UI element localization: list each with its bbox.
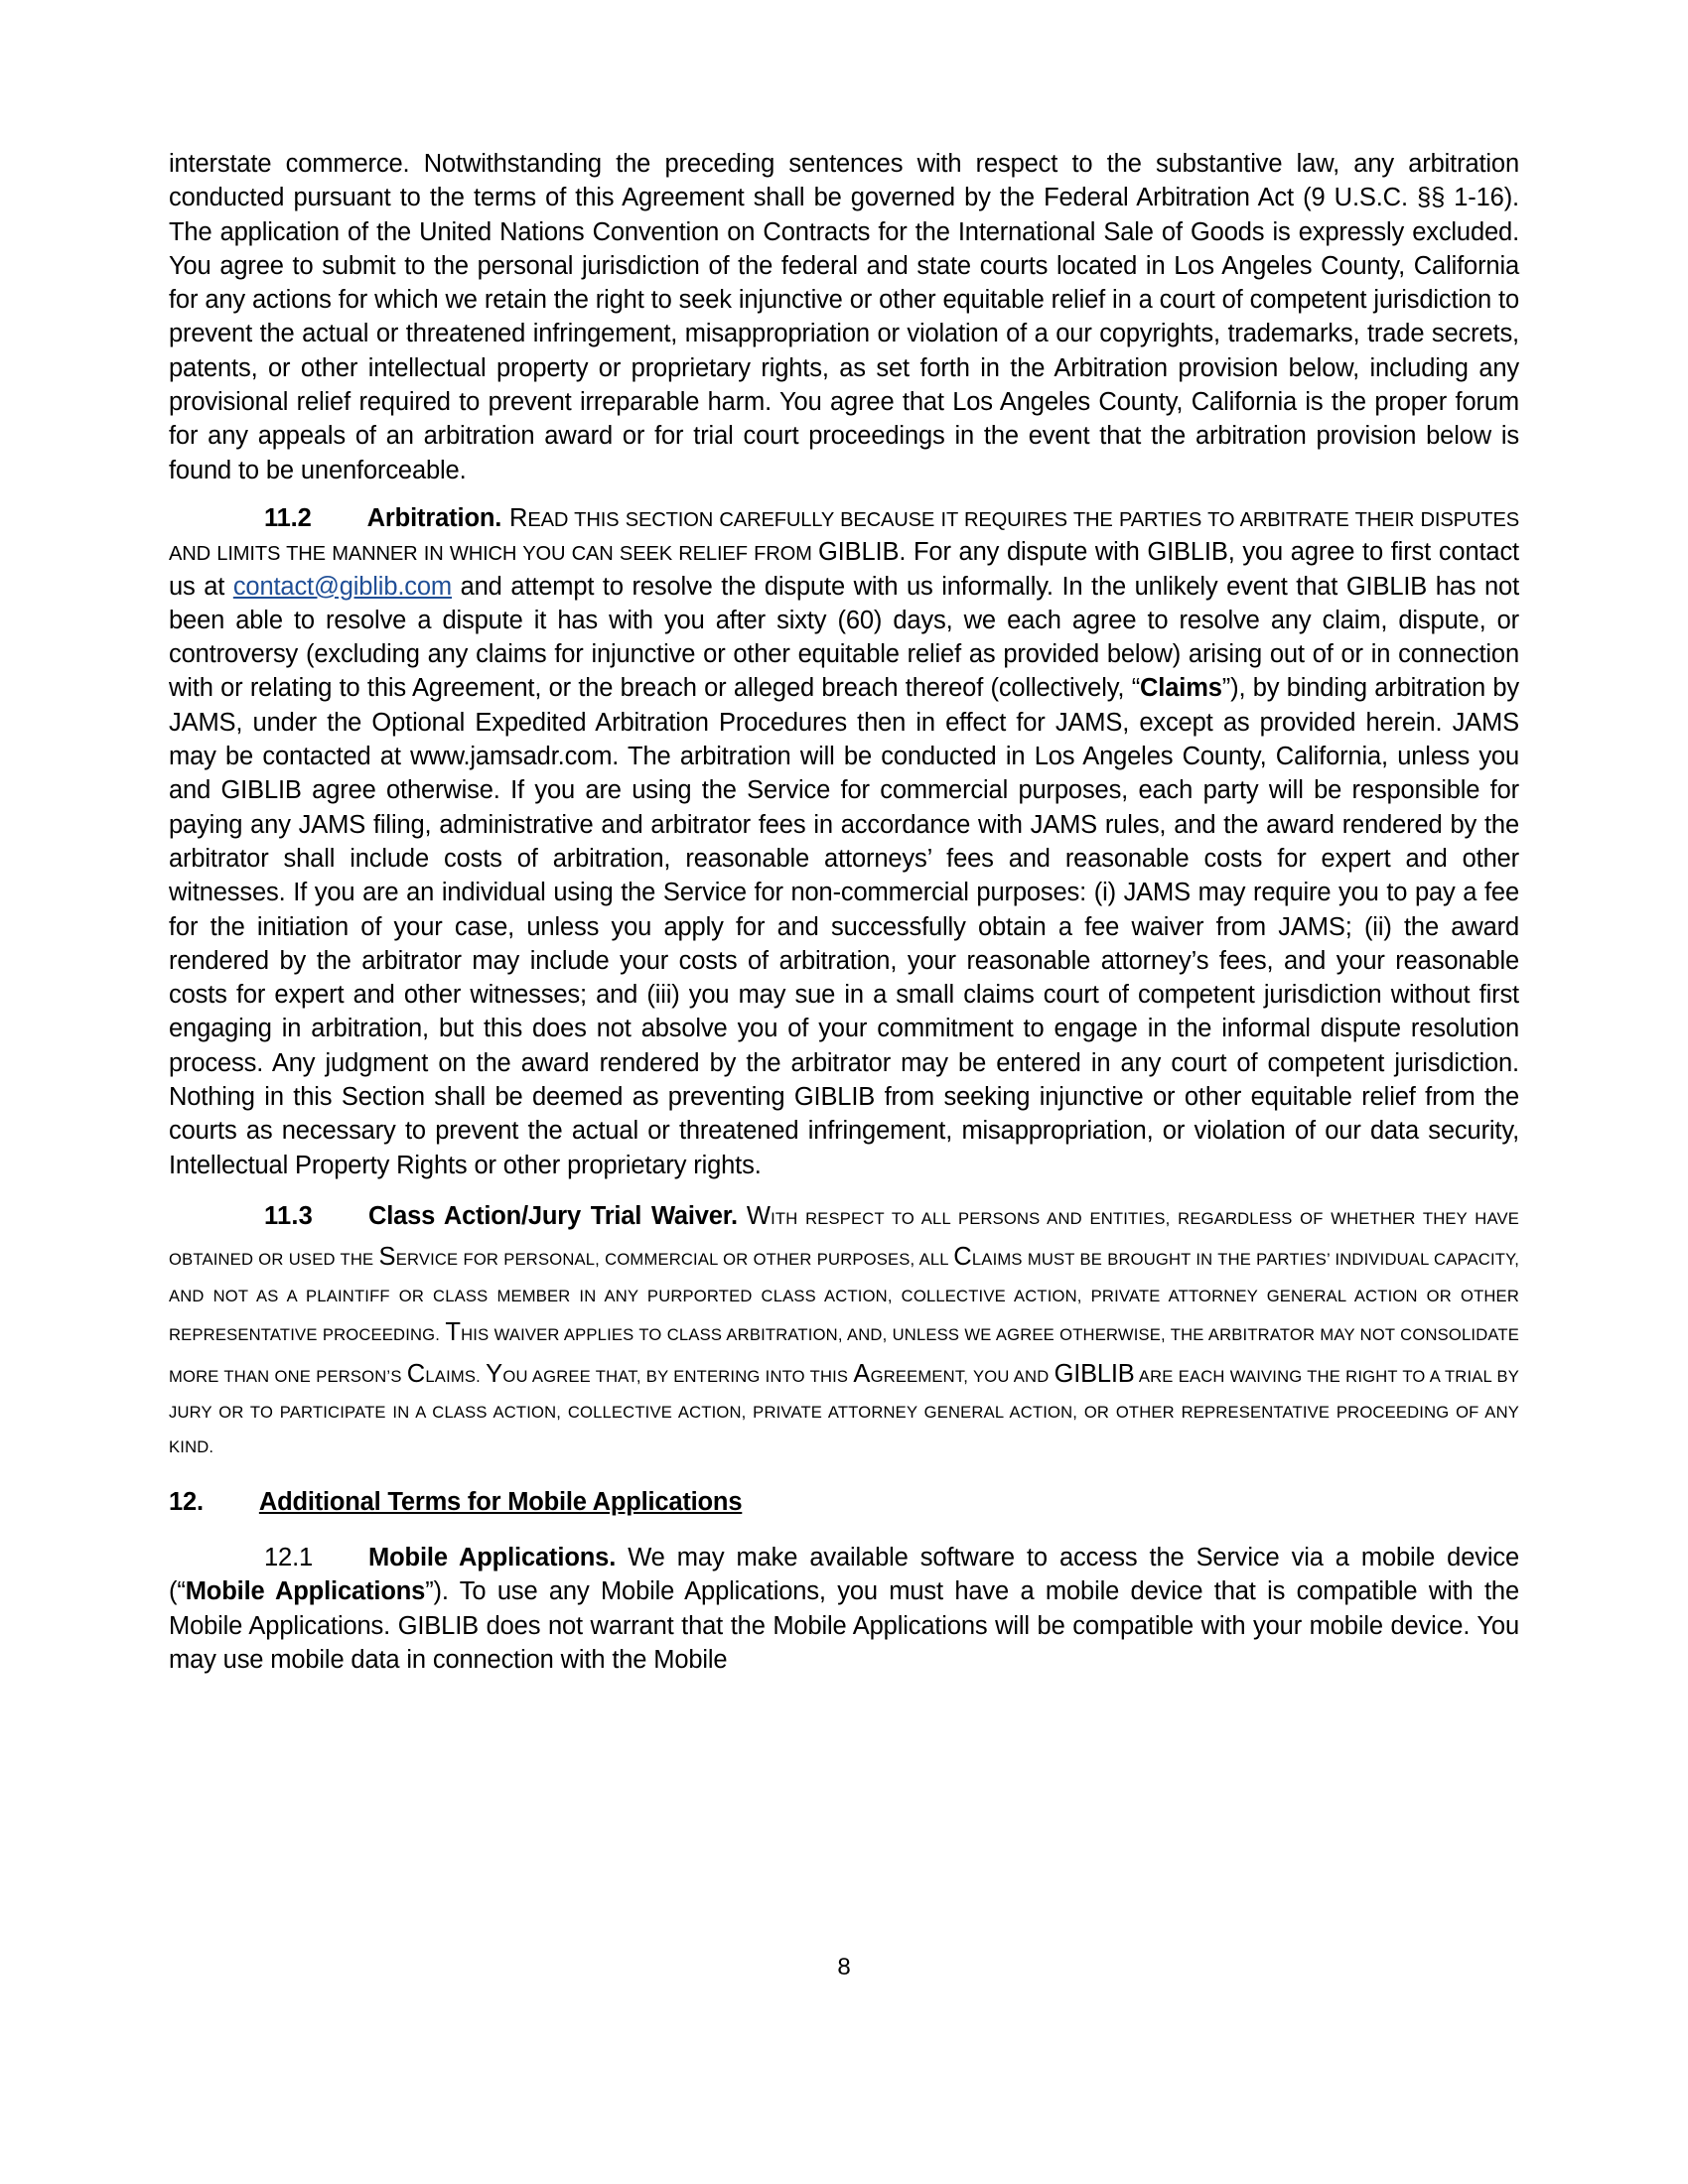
section-11-2-body-part-2: and attempt to resolve the dispute with us informally. In the unlikely event that GIBLIB has not been able to resolve a dispute it has with you after sixty (60) days, we each agree to resolve any claim, dispute, or controversy (excluding any claims for injunctive or other equitable relief as provided below) arising out of or in connection with or relating to this Agreement, or the breach or alleged breach thereof (collectively, “ bbox=[169, 572, 1520, 703]
section-11-2-body-part-1: . For any dispute with GIBLIB, you agree to first contact us at bbox=[169, 538, 1519, 601]
section-11-3-heading: Class Action/Jury Trial Waiver. bbox=[368, 1201, 738, 1230]
section-12-title: Additional Terms for Mobile Applications bbox=[258, 1487, 743, 1516]
section-11-3-text-4: HIS WAIVER APPLIES TO CLASS ARBITRATION, AND, UNLESS WE AGREE OTHERWISE, THE ARBITRATOR MAY NOT CONSOLIDATE MORE THAN ONE PERSON’S bbox=[169, 1325, 1519, 1386]
defined-term-mobile-applications: Mobile Applications bbox=[185, 1577, 426, 1606]
spacer bbox=[169, 1519, 1519, 1541]
section-11-3-text-1: ITH RESPECT TO ALL PERSONS AND ENTITIES, REGARDLESS OF WHETHER THEY HAVE OBTAINED OR USED THE bbox=[169, 1208, 1519, 1270]
section-11-2-heading: Arbitration. bbox=[366, 503, 502, 532]
section-11-2-number: 11.2 bbox=[264, 503, 312, 532]
section-11-3-text-3: LAIMS MUST BE BROUGHT IN THE PARTIES’ INDIVIDUAL CAPACITY, AND NOT AS A PLAINTIFF OR CLASS MEMBER IN ANY PURPORTED CLASS ACTION, COLLECTIVE ACTION, PRIVATE ATTORNEY GENERAL ACTION OR OTHER REPRESENTATIVE PROCEEDING. bbox=[169, 1250, 1520, 1345]
smallcaps-notice-text: EAD THIS SECTION CAREFULLY BECAUSE IT REQUIRES THE PARTIES TO ARBITRATE THEIR DISPUTES AND LIMITS THE MANNER IN WHICH YOU CAN SEEK RELIEF FROM bbox=[169, 508, 1519, 566]
smallcaps-cap-you: Y bbox=[486, 1359, 503, 1388]
section-11-2-paragraph bbox=[169, 501, 1519, 1182]
section-12-1-heading: Mobile Applications. bbox=[368, 1544, 617, 1572]
brand-name-giblib: GIBLIB bbox=[1054, 1359, 1135, 1388]
section-11-3-text-5: LAIMS. bbox=[425, 1366, 487, 1386]
smallcaps-lead-cap: R bbox=[509, 503, 528, 532]
section-11-3-text-6: OU AGREE THAT, BY ENTERING INTO THIS bbox=[502, 1366, 854, 1386]
section-12-number: 12. bbox=[169, 1487, 204, 1516]
defined-term-claims: Claims bbox=[1140, 674, 1222, 703]
section-11-2-body-part-3: ”), by binding arbitration by JAMS, under the Optional Expedited Arbitration Procedures then in effect for JAMS, except as provided herein. JAMS may be contacted at www.jamsadr.com. The arbitration will be conducted in Los Angeles County, California, unless you and GIBLIB agree otherwise. If you are using the Service for commercial purposes, each party will be responsible for paying any JAMS filing, administrative and arbitrator fees in accordance with JAMS rules, and the award rendered by the arbitrator shall include costs of arbitration, reasonable attorneys’ fees and reasonable costs for expert and other witnesses. If you are an individual using the Service for non-commercial purposes: (i) JAMS may require you to pay a fee for the initiation of your case, unless you apply for and successfully obtain a fee waiver from JAMS; (ii) the award rendered by the arbitrator may include your costs of arbitration, your reasonable attorney’s fees, and your reasonable costs for expert and other witnesses; and (iii) you may sue in a small claims court of competent jurisdiction without first engaging in arbitration, but this does not absolve you of your commitment to engage in the informal dispute resolution process. Any judgment on the award rendered by the arbitrator may be entered in any court of competent jurisdiction. Nothing in this Section shall be deemed as preventing GIBLIB from seeking injunctive or other equitable relief from the courts as necessary to prevent the actual or threatened infringement, misappropriation, or violation of our data security, Intellectual Property Rights or other proprietary rights. bbox=[169, 674, 1519, 1179]
spacer bbox=[169, 1182, 1519, 1196]
section-12-1-paragraph bbox=[169, 1541, 1519, 1677]
section-12-1-body-part-1: We may make available software to access the Service via a mobile device (“ bbox=[169, 1544, 1519, 1606]
spacer bbox=[169, 487, 1519, 501]
paragraph-continued bbox=[169, 147, 1519, 487]
document-body bbox=[169, 147, 1519, 1677]
smallcaps-cap-claims-2: C bbox=[406, 1359, 426, 1388]
section-11-3-text-2: ERVICE FOR PERSONAL, COMMERCIAL OR OTHER PURPOSES, ALL bbox=[395, 1250, 954, 1270]
section-12-heading-row bbox=[169, 1485, 1519, 1519]
page-number: 8 bbox=[837, 1954, 851, 1980]
smallcaps-cap-agreement: A bbox=[853, 1359, 871, 1388]
section-11-3-text-7: GREEMENT, YOU AND bbox=[870, 1366, 1055, 1386]
spacer bbox=[169, 1463, 1519, 1485]
brand-name-giblib: GIBLIB bbox=[818, 538, 900, 567]
section-12-1-body-part-2: ”). To use any Mobile Applications, you must have a mobile device that is compatible with the Mobile Applications. GIBLIB does not warrant that the Mobile Applications will be compatible with your mobile device. You may use mobile data in connection with the Mobile bbox=[169, 1577, 1519, 1674]
section-12-1-number: 12.1 bbox=[264, 1544, 314, 1572]
smallcaps-cap-with: W bbox=[746, 1201, 772, 1230]
section-11-3-text-8: ARE EACH WAIVING THE RIGHT TO A TRIAL BY JURY OR TO PARTICIPATE IN A CLASS ACTION, COLLECTIVE ACTION, PRIVATE ATTORNEY GENERAL ACTION, OR OTHER REPRESENTATIVE PROCEEDING OF ANY KIND. bbox=[169, 1366, 1520, 1456]
smallcaps-cap-this: T bbox=[445, 1318, 462, 1347]
contact-email-link[interactable]: contact@giblib.com bbox=[232, 572, 453, 601]
section-11-3-paragraph bbox=[169, 1196, 1519, 1463]
paragraph-continued-text: interstate commerce. Notwithstanding the preceding sentences with respect to the substantive law, any arbitration conducted pursuant to the terms of this Agreement shall be governed by the Federal Arbitration Act (9 U.S.C. §§ 1-16). The application of the United Nations Convention on Contracts for the International Sale of Goods is expressly excluded. You agree to submit to the personal jurisdiction of the federal and state courts located in Los Angeles County, California for any actions for which we retain the right to seek injunctive or other equitable relief in a court of competent jurisdiction to prevent the actual or threatened infringement, misappropriation or violation of a our copyrights, trademarks, trade secrets, patents, or other intellectual property or proprietary rights, as set forth in the Arbitration provision below, including any provisional relief required to prevent irreparable harm. You agree that Los Angeles County, California is the proper forum for any appeals of an arbitration award or for trial court proceedings in the event that the arbitration provision below is found to be unenforceable. bbox=[169, 150, 1519, 484]
smallcaps-cap-claims-1: C bbox=[953, 1243, 972, 1272]
smallcaps-cap-service: S bbox=[378, 1243, 396, 1272]
section-12-heading bbox=[169, 1485, 742, 1519]
section-11-3-number: 11.3 bbox=[264, 1201, 314, 1230]
